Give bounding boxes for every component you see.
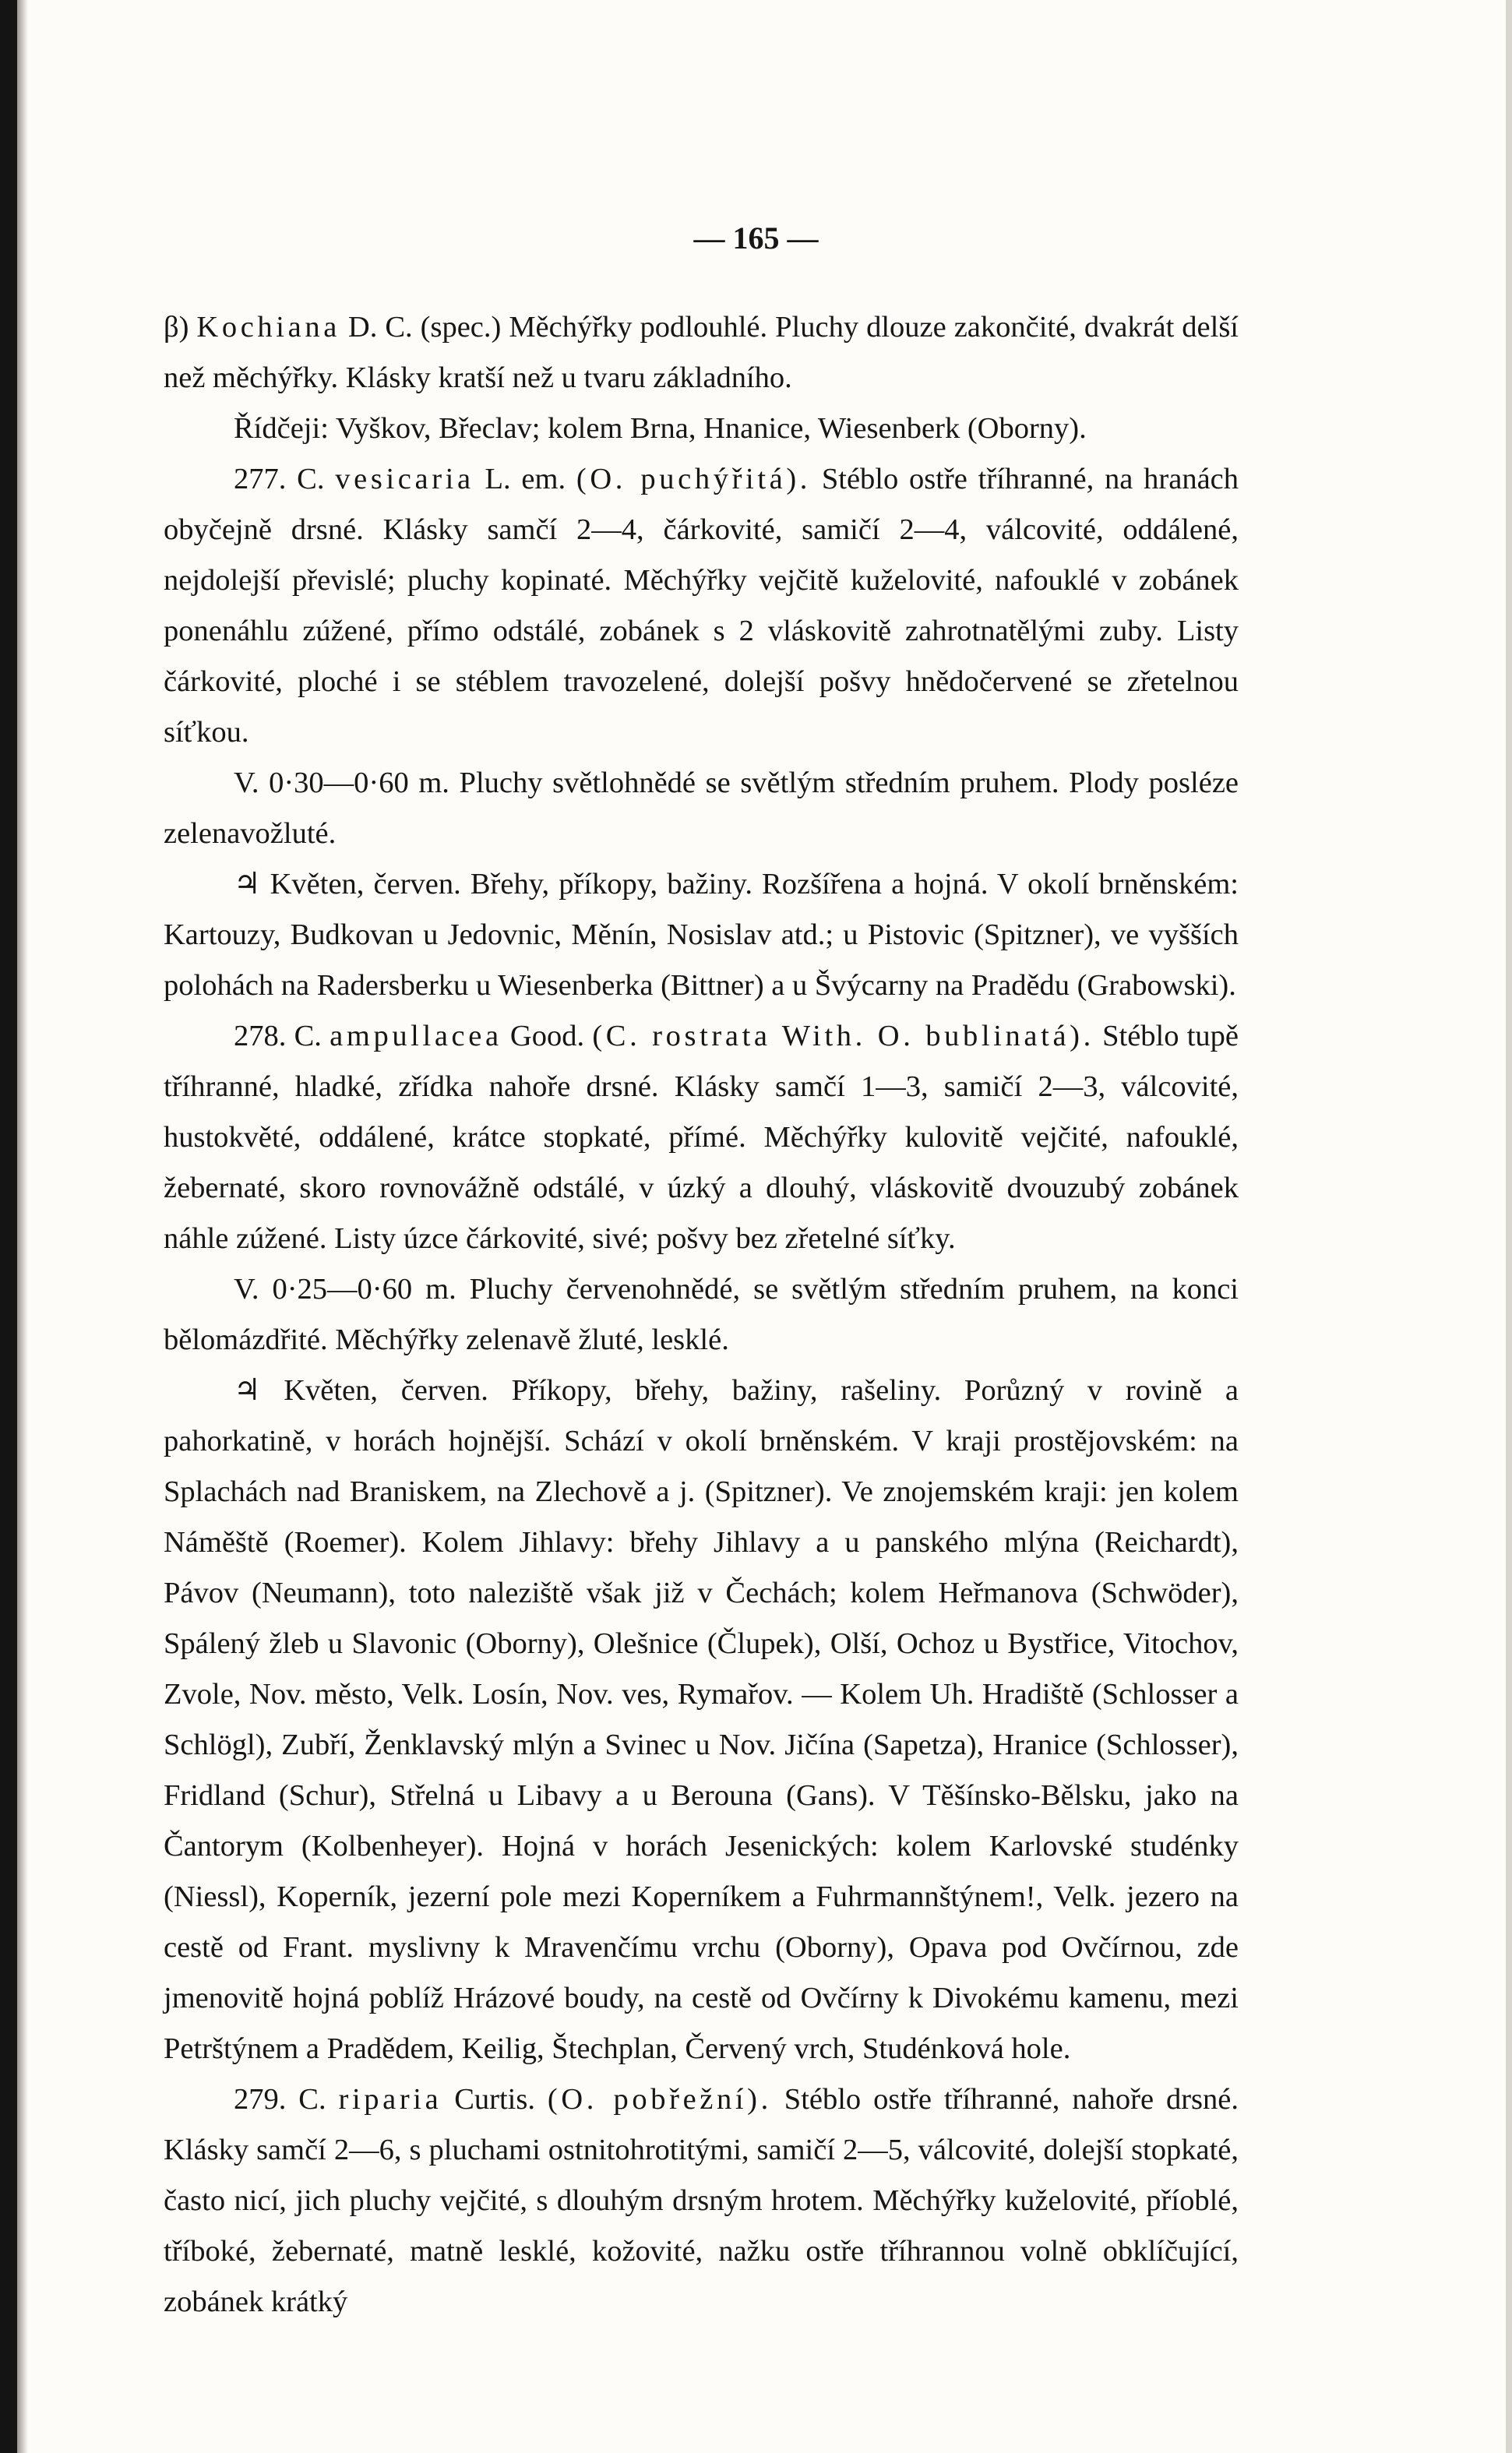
species-279-description: [164, 2074, 1239, 2328]
page-number: — 165 —: [693, 220, 819, 256]
species-278-occurrence: ♃ Květen, červen. Příkopy, břehy, bažiny, rašeliny. Porůzný v rovině a pahorkatině, v horách hojnější. Schází v okolí brněnském. V kraji prostějovském: na Splachách nad Braniskem, na Zlechově a j. (Spitzner). Ve znojemském kraji: jen kolem Náměště (Roemer). Kolem Jihlavy: břehy Jihlavy a u panského mlýna (Reichardt), Pávov (Neumann), toto naleziště však již v Čechách; kolem Heřmanova (Schwöder), Spálený žleb u Slavonic (Oborny), Olešnice (Člupek), Olší, Ochoz u Bystřice, Vitochov, Zvole, Nov. město, Velk. Losín, Nov. ves, Rymařov. — Kolem Uh. Hradiště (Schlosser a Schlögl), Zubří, Ženklavský mlýn a Svinec u Nov. Jičína (Sapetza), Hranice (Schlosser), Fridland (Schur), Střelná u Libavy a u Berouna (Gans). V Těšínsko-Bělsku, jako na Čantorym (Kolbenheyer). Hojná v horách Jesenických: kolem Karlovské studénky (Niessl), Koperník, jezerní pole mezi Koperníkem a Fuhrmannštýnem!, Velk. jezero na cestě od Frant. myslivny k Mravenčímu vrchu (Oborny), Opava pod Ovčírnou, zde jmenovitě hojná poblíž Hrázové boudy, na cestě od Ovčírny k Divokému kamenu, mezi Petrštýnem a Pradědem, Keilig, Štechplan, Červený vrch, Studénková hole.: [164, 1374, 1239, 2065]
species-author: Curtis.: [454, 2083, 535, 2116]
species-description: Stéblo tupě tříhranné, hladké, zřídka nahoře drsné. Klásky samčí 1—3, samičí 2—3, válcovité, hustokvěté, oddálené, krátce stopkaté, přímé. Měchýřky kulovitě vejčité, nafouklé, žebernaté, skoro rovnovážně odstálé, v úzký a dlouhý, vláskovitě dvouzubý zobánek náhle zúžené. Listy úzce čárkovité, sivé; pošvy bez zřetelné síťky.: [164, 1020, 1239, 1255]
variety-kochiana-localities: Řídčeji: Vyškov, Břeclav; kolem Brna, Hnanice, Wiesenberk (Oborny).: [234, 412, 1087, 445]
species-278-size: V. 0·25—0·60 m. Pluchy červenohnědé, se světlým středním pruhem, na konci bělomázdřité. Měchýřky zelenavě žluté, lesklé.: [164, 1273, 1239, 1356]
species-author: L. em.: [485, 463, 566, 495]
species-277-description: [164, 454, 1239, 758]
variety-marker: β): [164, 311, 189, 344]
species-278-description: [164, 1011, 1239, 1264]
species-description: Stéblo ostře tříhranné, na hranách obyčejně drsné. Klásky samčí 2—4, čárkovité, samičí 2—4, válcovité, oddálené, nejdolejší převislé; pluchy kopinaté. Měchýřky vejčitě kuželovité, nafouklé v zobánek ponenáhlu zúžené, přímo odstálé, zobánek s 2 vláskovitě zahrotnatělými zuby. Listy čárkovité, ploché i se stéblem travozelené, dolejší pošvy hnědočervené se zřetelnou síťkou.: [164, 463, 1239, 749]
species-description: Stéblo ostře tříhranné, nahoře drsné. Klásky samčí 2—6, s pluchami ostnitohrotitými, samičí 2—5, válcovité, dolejší stopkaté, často nicí, jich pluchy vejčité, s dlouhým drsným hrotem. Měchýřky kuželovité, příoblé, tříboké, žebernaté, matně lesklé, kožovité, nažku ostře tříhrannou volně obklíčující, zobánek krátký: [164, 2083, 1239, 2318]
species-czech-name: (C. rostrata With. O. bublinatá).: [592, 1020, 1094, 1052]
species-number: 279. C.: [234, 2083, 326, 2116]
species-number: 277. C.: [234, 463, 325, 495]
species-name: vesicaria: [335, 463, 474, 495]
body-text: [164, 302, 1239, 2328]
species-author: Good.: [509, 1020, 585, 1052]
species-czech-name: (O. pobřežní).: [547, 2083, 772, 2116]
gutter-shadow: [17, 0, 28, 2453]
species-277-size: V. 0·30—0·60 m. Pluchy světlohnědé se světlým středním pruhem. Plody posléze zelenavožluté.: [164, 767, 1239, 850]
variety-description: D. C. (spec.) Měchýřky podlouhlé. Pluchy dlouze zakončité, dvakrát delší než měchýřky. Klásky kratší než u tvaru základního.: [164, 311, 1239, 394]
species-277-occurrence: ♃ Květen, červen. Břehy, příkopy, bažiny. Rozšířena a hojná. V okolí brněnském: Kartouzy, Budkovan u Jedovnic, Měnín, Nosislav atd.; u Pistovic (Spitzner), ve vyšších polohách na Radersberku u Wiesenberka (Bittner) a u Švýcarny na Pradědu (Grabowski).: [164, 868, 1239, 1002]
species-name: ampullacea: [330, 1020, 502, 1052]
scan-edge-right: [1506, 0, 1512, 2453]
scan-edge-left: [0, 0, 17, 2453]
variety-kochiana-paragraph: [164, 302, 1239, 404]
variety-name: Kochiana: [196, 311, 340, 344]
species-name: riparia: [338, 2083, 442, 2116]
species-czech-name: (O. puchýřitá).: [576, 463, 812, 495]
species-number: 278. C.: [234, 1020, 322, 1052]
